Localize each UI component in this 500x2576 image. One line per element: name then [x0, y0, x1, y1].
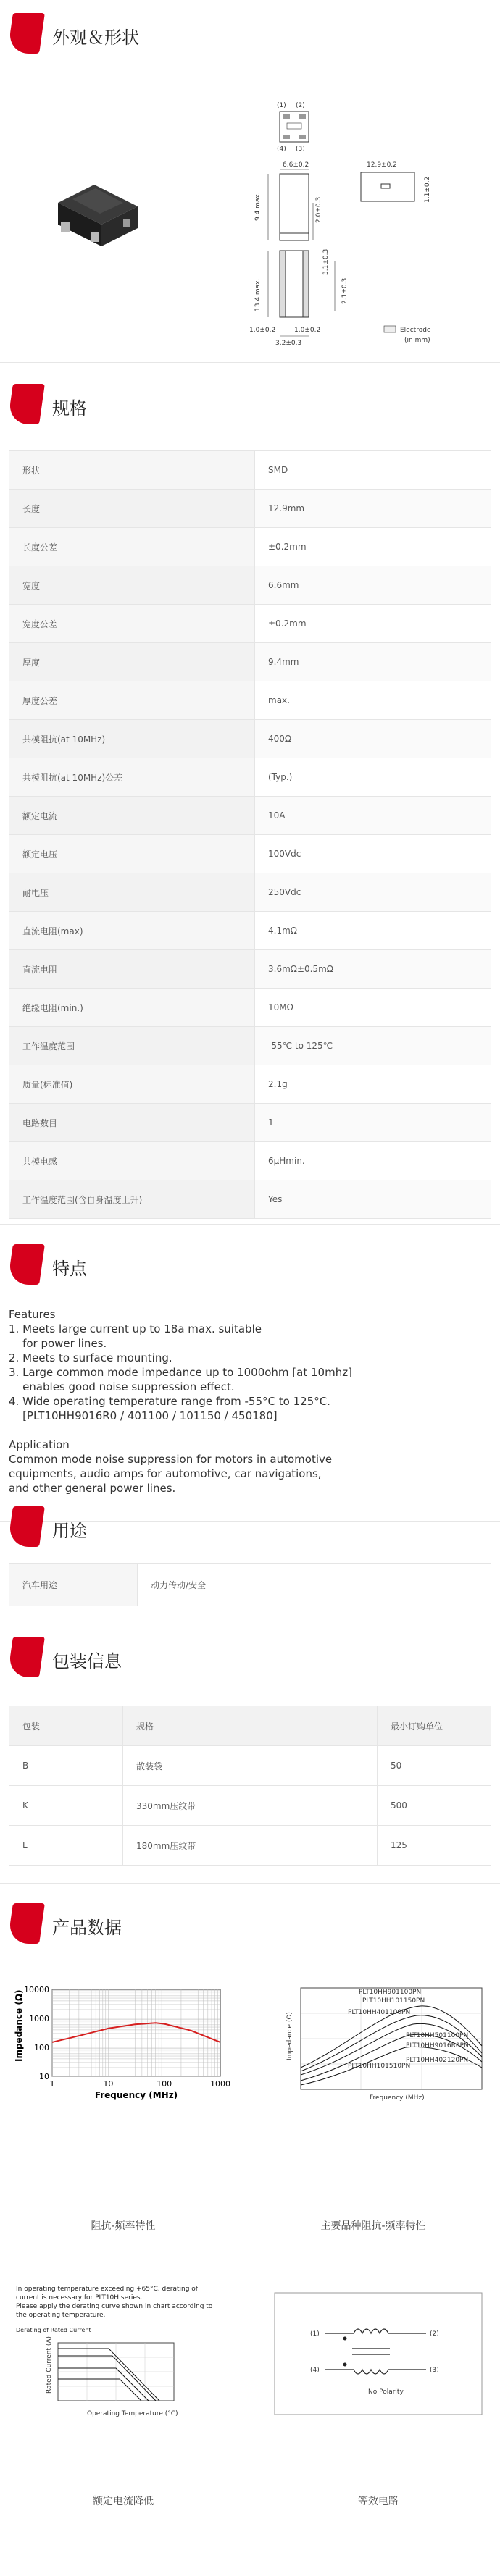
usage-table — [9, 1563, 491, 1606]
usage-value: 动力传动/安全 — [138, 1564, 491, 1606]
circuit-note: No Polarity — [368, 2388, 404, 2396]
table-row — [9, 1104, 491, 1142]
spec-key: 电路数目 — [9, 1104, 255, 1142]
series-label: PLT10HH402120PN — [406, 2057, 469, 2064]
table-row — [9, 605, 491, 643]
pin-label: (4) — [277, 146, 286, 153]
y-tick-label: 100 — [34, 2043, 49, 2052]
derating-title: Derating of Rated Current — [16, 2327, 91, 2333]
section-title: 产品数据 — [52, 1918, 122, 1938]
spec-value: max. — [255, 681, 491, 720]
table-row — [9, 1180, 491, 1219]
table-cell: 散装袋 — [123, 1746, 378, 1786]
section-marker — [7, 1244, 45, 1285]
dim-label: 3.2±0.3 — [275, 340, 302, 347]
x-tick-label: 1000 — [210, 2079, 230, 2089]
table-cell: 500 — [378, 1786, 491, 1826]
spec-key: 厚度公差 — [9, 681, 255, 720]
spec-key: 额定电流 — [9, 797, 255, 835]
table-row — [9, 1786, 491, 1826]
section-appearance-header — [0, 6, 500, 56]
table-row — [9, 873, 491, 912]
pin-label: (3) — [296, 146, 305, 153]
spec-value: 250Vdc — [255, 873, 491, 912]
table-row — [9, 720, 491, 758]
spec-key: 耐电压 — [9, 873, 255, 912]
derating-note: In operating temperature exceeding +65°C, derating of current is necessary for PLT10H series. Please apply the derating curve shown in chart according to the operating temperature. — [16, 2286, 213, 2319]
section-title: 特点 — [52, 1259, 87, 1279]
chart-caption: 等效电路 — [358, 2496, 399, 2507]
section-title: 规格 — [52, 398, 87, 419]
table-row — [9, 835, 491, 873]
spec-value: 6.6mm — [255, 566, 491, 605]
section-marker — [7, 1506, 45, 1547]
spec-key: 长度公差 — [9, 528, 255, 566]
legend-unit: (in mm) — [404, 337, 430, 344]
dim-label: 9.4 max. — [254, 192, 262, 221]
spec-value: 2.1g — [255, 1065, 491, 1104]
y-axis-label: Impedance (Ω) — [14, 1989, 24, 2062]
derating-chart — [14, 2336, 196, 2422]
features-text: Features 1. Meets large current up to 18a max. suitable for power lines. 2. Meets to surface mounting. 3. Large common mode impedance up to 1000ohm [at 10mhz] enables good noise suppression effect. 4. Wide operating temperature range from -55°C to 125°C. [PLT10HH9016R0 / 401100 / 101150 / 450180] Application Common mode noise suppression for motors in automotive equipments, audio amps for automotive, car navigations, and other general power lines. — [9, 1308, 352, 1495]
spec-value: 4.1mΩ — [255, 912, 491, 950]
table-row — [9, 643, 491, 681]
spec-key: 共模电感 — [9, 1142, 255, 1180]
spec-key: 绝缘电阻(min.) — [9, 989, 255, 1027]
y-tick-label: 10 — [39, 2072, 49, 2081]
spec-table — [9, 450, 491, 1219]
table-row — [9, 490, 491, 528]
table-row — [9, 797, 491, 835]
table-row — [9, 950, 491, 989]
dim-label: 12.9±0.2 — [367, 161, 397, 169]
table-cell: 330mm压纹带 — [123, 1786, 378, 1826]
pin-label: (1) — [277, 102, 286, 109]
impedance-frequency-chart — [10, 1981, 228, 2104]
spec-value: 400Ω — [255, 720, 491, 758]
column-header: 最小订购单位 — [378, 1706, 491, 1746]
table-row — [9, 566, 491, 605]
pin-label: (2) — [430, 2330, 439, 2338]
spec-key: 直流电阻(max) — [9, 912, 255, 950]
spec-value: 10MΩ — [255, 989, 491, 1027]
series-label: PLT10HH9016R0PN — [406, 2042, 469, 2050]
x-tick-label: 10 — [103, 2079, 114, 2089]
table-cell: B — [9, 1746, 123, 1786]
section-usage-header — [0, 1499, 500, 1550]
spec-value: 12.9mm — [255, 490, 491, 528]
dim-label: 13.4 max. — [254, 278, 262, 311]
section-specs-header — [0, 377, 500, 427]
dim-label: 1.1±0.2 — [424, 176, 431, 203]
divider — [0, 362, 500, 363]
column-header: 规格 — [123, 1706, 378, 1746]
x-tick-label: 100 — [157, 2079, 172, 2089]
spec-key: 形状 — [9, 451, 255, 490]
product-impedance-chart — [261, 1981, 493, 2111]
table-cell: 125 — [378, 1826, 491, 1866]
y-tick-label: 1000 — [29, 2014, 49, 2023]
pin-label: (1) — [310, 2330, 320, 2338]
divider — [0, 1883, 500, 1884]
table-row — [9, 1027, 491, 1065]
table-cell: 180mm压纹带 — [123, 1826, 378, 1866]
column-header: 包装 — [9, 1706, 123, 1746]
chart-caption: 额定电流降低 — [93, 2496, 154, 2507]
spec-value: ±0.2mm — [255, 528, 491, 566]
section-features-header — [0, 1237, 500, 1288]
table-cell: K — [9, 1786, 123, 1826]
spec-value: (Typ.) — [255, 758, 491, 797]
table-row — [9, 1142, 491, 1180]
table-cell: L — [9, 1826, 123, 1866]
dim-label: 2.0±0.3 — [315, 196, 322, 223]
table-row — [9, 1564, 491, 1606]
x-axis-label: Frequency (MHz) — [94, 2090, 178, 2100]
spec-value: 6μHmin. — [255, 1142, 491, 1180]
chart-caption: 阻抗-频率特性 — [91, 2220, 156, 2232]
table-cell: 50 — [378, 1746, 491, 1786]
spec-key: 工作温度范围 — [9, 1027, 255, 1065]
spec-key: 工作温度范围(含自身温度上升) — [9, 1180, 255, 1219]
dim-label: 6.6±0.2 — [283, 161, 309, 169]
spec-value: 10A — [255, 797, 491, 835]
spec-value: 3.6mΩ±0.5mΩ — [255, 950, 491, 989]
spec-value: 100Vdc — [255, 835, 491, 873]
spec-key: 质量(标准值) — [9, 1065, 255, 1104]
dim-label: 3.1±0.3 — [322, 248, 330, 275]
pin-label: (4) — [310, 2367, 320, 2374]
spec-key: 直流电阻 — [9, 950, 255, 989]
table-row — [9, 451, 491, 490]
spec-key: 长度 — [9, 490, 255, 528]
spec-key: 宽度 — [9, 566, 255, 605]
spec-key: 额定电压 — [9, 835, 255, 873]
spec-value: Yes — [255, 1180, 491, 1219]
spec-key: 厚度 — [9, 643, 255, 681]
pin-label: (2) — [296, 102, 305, 109]
table-header-row — [9, 1706, 491, 1746]
y-axis-label: Impedance (Ω) — [286, 2012, 293, 2060]
series-label: PLT10HH401100PN — [348, 2009, 411, 2016]
chart-caption: 主要品种阻抗-频率特性 — [320, 2220, 426, 2232]
table-row — [9, 1746, 491, 1786]
legend-electrode: Electrode — [400, 327, 431, 334]
spec-value: -55℃ to 125℃ — [255, 1027, 491, 1065]
series-label: PLT10HH501100PN — [406, 2032, 469, 2039]
series-label: PLT10HH101510PN — [348, 2063, 411, 2070]
section-marker — [7, 1903, 45, 1944]
series-label: PLT10HH101150PN — [362, 1997, 425, 2005]
y-tick-label: 10000 — [24, 1985, 49, 1994]
dim-label: 1.0±0.2 — [249, 327, 276, 334]
section-marker — [7, 13, 45, 54]
dim-label: 2.1±0.3 — [341, 277, 349, 304]
packaging-table — [9, 1706, 491, 1866]
spec-key: 宽度公差 — [9, 605, 255, 643]
dim-label: 1.0±0.2 — [294, 327, 321, 334]
spec-value: 1 — [255, 1104, 491, 1142]
table-row — [9, 989, 491, 1027]
section-packaging-header — [0, 1629, 500, 1680]
spec-key: 共模阻抗(at 10MHz)公差 — [9, 758, 255, 797]
pin-label: (3) — [430, 2367, 439, 2374]
table-row — [9, 1065, 491, 1104]
table-row — [9, 681, 491, 720]
component-3d-image — [51, 174, 145, 253]
section-marker — [7, 384, 45, 424]
table-row — [9, 1826, 491, 1866]
section-marker — [7, 1637, 45, 1677]
section-product-data-header — [0, 1896, 500, 1947]
dimension-drawing — [239, 94, 486, 355]
spec-value: ±0.2mm — [255, 605, 491, 643]
equivalent-circuit — [274, 2292, 483, 2415]
section-title: 外观＆形状 — [52, 28, 139, 48]
series-label: PLT10HH901100PN — [359, 1989, 422, 1996]
divider — [0, 1224, 500, 1225]
x-axis-label: Operating Temperature (°C) — [87, 2410, 178, 2417]
y-axis-label: Rated Current (A) — [46, 2336, 53, 2394]
x-tick-label: 1 — [49, 2079, 55, 2089]
spec-value: SMD — [255, 451, 491, 490]
section-title: 包装信息 — [52, 1651, 122, 1671]
usage-key: 汽车用途 — [9, 1564, 138, 1606]
table-row — [9, 912, 491, 950]
table-row — [9, 758, 491, 797]
section-title: 用途 — [52, 1521, 87, 1541]
x-axis-label: Frequency (MHz) — [370, 2094, 425, 2102]
spec-key: 共模阻抗(at 10MHz) — [9, 720, 255, 758]
table-row — [9, 528, 491, 566]
spec-value: 9.4mm — [255, 643, 491, 681]
